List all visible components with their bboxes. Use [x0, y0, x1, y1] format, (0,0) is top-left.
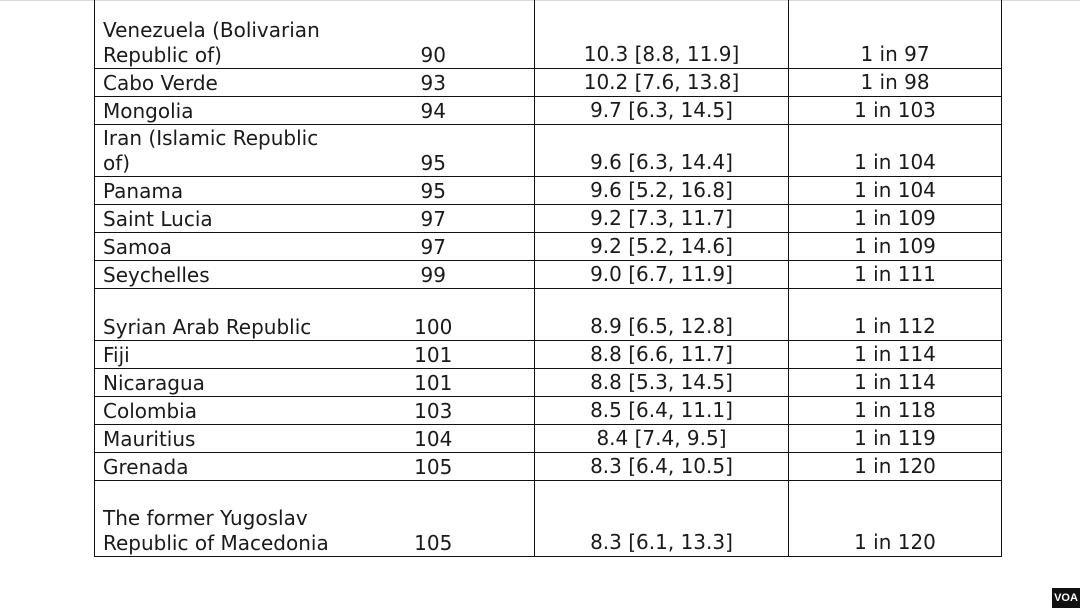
- country-rank-group: [95, 399, 534, 424]
- risk-cell: 1 in 119: [789, 425, 1002, 453]
- risk-cell: 1 in 120: [789, 453, 1002, 481]
- risk-cell: 1 in 111: [789, 261, 1002, 289]
- table-row: [95, 453, 1002, 481]
- table-row: [95, 261, 1002, 289]
- percent-cell: 9.2 [7.3, 11.7]: [535, 205, 789, 233]
- table-row: [95, 341, 1002, 369]
- table-row: [95, 97, 1002, 125]
- country-name: Panama: [103, 179, 184, 203]
- risk-cell: 1 in 97: [789, 0, 1002, 69]
- country-cell: [95, 0, 535, 69]
- country-name: Fiji: [103, 343, 130, 367]
- risk-cell: 1 in 120: [789, 481, 1002, 557]
- table-row: [95, 205, 1002, 233]
- percent-cell: 8.4 [7.4, 9.5]: [535, 425, 789, 453]
- country-cell: [95, 453, 535, 481]
- country-cell: [95, 261, 535, 289]
- country-rank-group: [95, 99, 534, 124]
- rank-value: 105: [414, 455, 453, 479]
- country-rank-group: [95, 506, 534, 556]
- country-cell: [95, 233, 535, 261]
- rank-value: 95: [420, 179, 446, 203]
- rank-value: 95: [420, 151, 446, 175]
- percent-cell: 9.2 [5.2, 14.6]: [535, 233, 789, 261]
- rank-value: 97: [420, 207, 446, 231]
- percent-cell: 9.0 [6.7, 11.9]: [535, 261, 789, 289]
- risk-cell: 1 in 104: [789, 125, 1002, 177]
- country-rank-group: [95, 235, 534, 260]
- country-name: The former Yugoslav Republic of Macedonia: [103, 506, 329, 555]
- table-row: [95, 125, 1002, 177]
- percent-cell: 8.3 [6.1, 13.3]: [535, 481, 789, 557]
- country-cell: [95, 69, 535, 97]
- risk-cell: 1 in 109: [789, 205, 1002, 233]
- table-row: [95, 289, 1002, 341]
- country-rank-group: [95, 371, 534, 396]
- country-name: Seychelles: [103, 263, 210, 287]
- table-row: [95, 177, 1002, 205]
- country-cell: [95, 97, 535, 125]
- country-name: Colombia: [103, 399, 197, 423]
- risk-cell: 1 in 103: [789, 97, 1002, 125]
- risk-cell: 1 in 112: [789, 289, 1002, 341]
- country-cell: [95, 341, 535, 369]
- country-name: Cabo Verde: [103, 71, 218, 95]
- table-row: [95, 69, 1002, 97]
- table-body: [95, 0, 1002, 557]
- rank-value: 101: [414, 371, 453, 395]
- country-cell: [95, 205, 535, 233]
- country-rank-group: [95, 343, 534, 368]
- percent-cell: 10.3 [8.8, 11.9]: [535, 0, 789, 69]
- voa-logo: VOA: [1052, 588, 1080, 608]
- country-name: Saint Lucia: [103, 207, 213, 231]
- percent-cell: 10.2 [7.6, 13.8]: [535, 69, 789, 97]
- country-cell: [95, 397, 535, 425]
- risk-cell: 1 in 114: [789, 341, 1002, 369]
- percent-cell: 8.5 [6.4, 11.1]: [535, 397, 789, 425]
- country-name: Syrian Arab Republic: [103, 315, 312, 339]
- country-rank-group: [95, 18, 534, 68]
- country-name: Grenada: [103, 455, 189, 479]
- country-rank-group: [95, 427, 534, 452]
- risk-cell: 1 in 104: [789, 177, 1002, 205]
- rank-value: 101: [414, 343, 453, 367]
- table-row: [95, 425, 1002, 453]
- rank-value: 90: [420, 43, 446, 67]
- percent-cell: 8.9 [6.5, 12.8]: [535, 289, 789, 341]
- country-name: Venezuela (Bolivarian Republic of): [103, 18, 320, 67]
- table-row: [95, 369, 1002, 397]
- percent-cell: 8.3 [6.4, 10.5]: [535, 453, 789, 481]
- risk-cell: 1 in 109: [789, 233, 1002, 261]
- rank-value: 99: [420, 263, 446, 287]
- percent-cell: 9.6 [5.2, 16.8]: [535, 177, 789, 205]
- risk-cell: 1 in 118: [789, 397, 1002, 425]
- rank-value: 105: [414, 531, 453, 555]
- rank-value: 94: [420, 99, 446, 123]
- table-row: [95, 233, 1002, 261]
- risk-cell: 1 in 114: [789, 369, 1002, 397]
- country-cell: [95, 369, 535, 397]
- risk-cell: 1 in 98: [789, 69, 1002, 97]
- table-row: [95, 397, 1002, 425]
- table-row: [95, 481, 1002, 557]
- country-cell: [95, 481, 535, 557]
- country-name: Mongolia: [103, 99, 194, 123]
- country-rank-group: [95, 126, 534, 176]
- rank-value: 103: [414, 399, 453, 423]
- percent-cell: 9.6 [6.3, 14.4]: [535, 125, 789, 177]
- country-cell: [95, 125, 535, 177]
- country-rank-group: [95, 207, 534, 232]
- country-cell: [95, 425, 535, 453]
- country-rank-group: [95, 315, 534, 340]
- rank-value: 100: [414, 315, 453, 339]
- percent-cell: 8.8 [6.6, 11.7]: [535, 341, 789, 369]
- rank-value: 104: [414, 427, 453, 451]
- country-name: Nicaragua: [103, 371, 205, 395]
- table-row: [95, 0, 1002, 69]
- country-name: Samoa: [103, 235, 172, 259]
- country-name: Iran (Islamic Republic of): [103, 126, 319, 175]
- country-rank-group: [95, 71, 534, 96]
- country-data-table: [94, 0, 1002, 557]
- country-cell: [95, 289, 535, 341]
- country-rank-group: [95, 179, 534, 204]
- percent-cell: 8.8 [5.3, 14.5]: [535, 369, 789, 397]
- rank-value: 93: [420, 71, 446, 95]
- percent-cell: 9.7 [6.3, 14.5]: [535, 97, 789, 125]
- country-cell: [95, 177, 535, 205]
- country-rank-group: [95, 455, 534, 480]
- country-name: Mauritius: [103, 427, 196, 451]
- country-rank-group: [95, 263, 534, 288]
- rank-value: 97: [420, 235, 446, 259]
